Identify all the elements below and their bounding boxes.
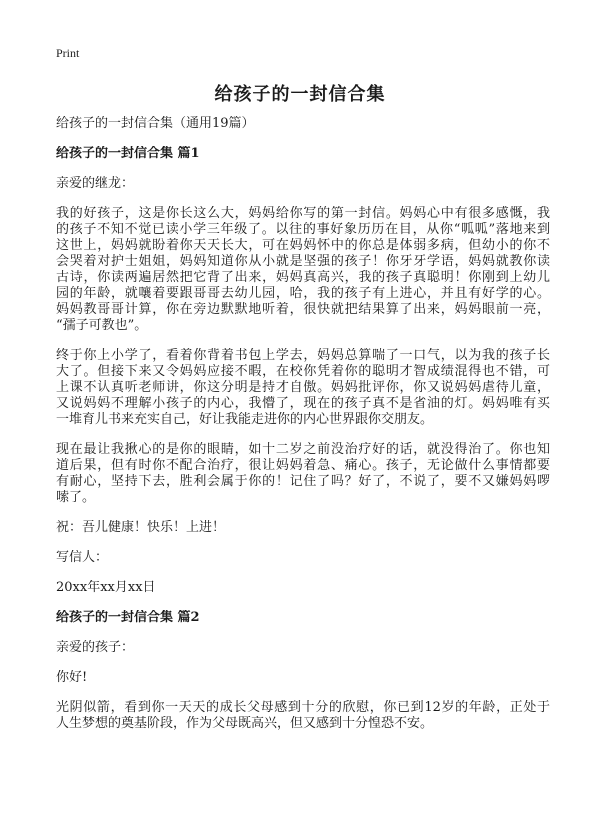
letter2-greeting: 你好! [56,670,88,685]
letter1-date: 20xx年xx月xx日 [56,580,156,595]
text-line: 会哭着对护士姐姐，妈妈知道你从小就是坚强的孩子！你牙牙学语，妈妈就教你读 [56,254,550,269]
text-line: 嗦了。 [56,490,96,505]
document-body [56,116,550,732]
subtitle: 给孩子的一封信合集（通用19篇） [56,116,255,131]
text-line: 这世上，妈妈就盼着你天天长大，可在妈妈怀中的你总是体弱多病，但幼小的你不 [56,238,550,253]
text-line: 上课不认真听老师讲，你这分明是持才自傲。妈妈批评你，你又说妈妈虐待儿童， [56,380,550,395]
letter2-salutation: 亲爱的孩子： [56,640,135,655]
text-line: 终于你上小学了，看着你背着书包上学去，妈妈总算喘了一口气，以为我的孩子长 [56,348,550,363]
text-line: 园的年龄，就嚷着要跟哥哥去幼儿园，哈，我的孩子有上进心，并且有好学的心。 [56,286,550,301]
text-line: 光阴似箭，看到你一天天的成长父母感到十分的欣慰，你已到12岁的年龄，正处于 [56,700,550,715]
page-title: 给孩子的一封信合集 [214,84,386,105]
text-line: 现在最让我揪心的是你的眼睛，如十二岁之前没治疗好的话，就没得治了。你也知 [56,442,550,457]
text-line: 妈妈教哥哥计算，你在旁边默默地听着，很快就把结果算了出来，妈妈眼前一亮， [56,302,550,317]
text-line: 又说妈妈不理解小孩子的内心，我懵了，现在的孩子真不是省油的灯。妈妈唯有买 [56,396,550,411]
text-line: 的孩子不知不觉已读小学三年级了。以往的事好象历历在目，从你“呱呱”落地来到 [56,222,550,237]
text-line: 道后果，但有时你不配合治疗，很让妈妈着急、痛心。孩子，无论做什么事情都要 [56,458,550,473]
letter1-paragraph-1 [56,206,550,334]
letter1-signature-label: 写信人： [56,550,109,565]
letter1-paragraph-2 [56,348,550,428]
letter1-heading: 给孩子的一封信合集 篇1 [56,146,200,161]
letter2-heading: 给孩子的一封信合集 篇2 [56,610,200,625]
text-line: “孺子可教也”。 [56,318,148,333]
letter1-salutation: 亲爱的继龙： [56,176,135,191]
text-line: 一堆育儿书来充实自己，好让我能走进你的内心世界跟你交朋友。 [56,412,434,427]
text-line: 有耐心，坚持下去，胜利会属于你的！记住了吗？好了，不说了，要不又嫌妈妈啰 [56,474,550,489]
print-label: Print [56,46,80,60]
text-line: 大了。但接下来又令妈妈应接不暇，在校你凭着你的聪明才智成绩混得也不错，可 [56,364,550,379]
text-line: 人生梦想的奠基阶段，作为父母既高兴，但又感到十分惶恐不安。 [56,716,434,731]
letter2-paragraph-1 [56,700,550,732]
text-line: 我的好孩子，这是你长这么大，妈妈给你写的第一封信。妈妈心中有很多感慨，我 [56,206,550,221]
letter1-paragraph-3 [56,442,550,506]
letter1-closing: 祝：吾儿健康！快乐！上进！ [56,520,226,535]
text-line: 古诗，你读两遍居然把它背了出来，妈妈真高兴，我的孩子真聪明！你刚到上幼儿 [56,270,550,285]
